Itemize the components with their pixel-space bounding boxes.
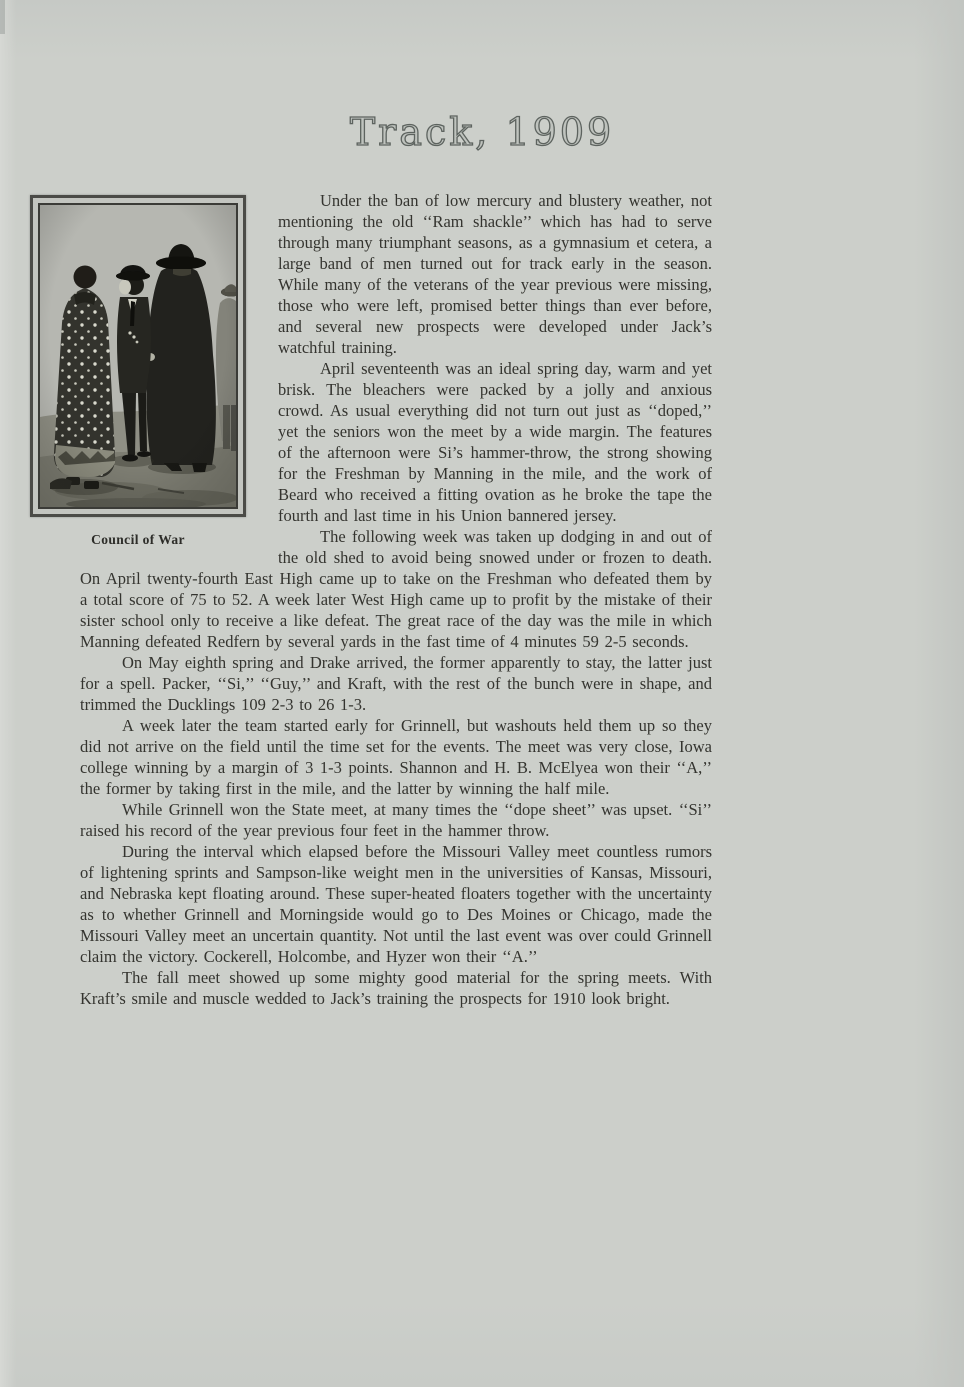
body-paragraph-5: A week later the team started early for Grinnell, but washouts held them up so they did not arrive on the field until the time set for the events. The meet was very close, Iowa college winning by a margin of 3 1-3 points. Shannon and H. B. McElyea won their ‘‘A,’’ the former by taking first in the mile, and the latter by winning the half mile. [80, 716, 712, 798]
photo-figure [30, 195, 246, 548]
body-paragraph-2: April seventeenth was an ideal spring day, warm and yet brisk. The bleachers were packed by a jolly and anxious crowd. As usual everything did not turn out just as ‘‘doped,’’ yet the seniors won the meet by a wide margin. The features of the afternoon were Si’s hammer-throw, the strong showing for the Freshman by Manning in the mile, and the work of Beard who received a fitting ovation as he broke the tape the fourth and last time in his Union bannered jersey. [278, 359, 712, 525]
body-paragraph-6: While Grinnell won the State meet, at many times the ‘‘dope sheet’’ was upset. ‘‘Si’’ raised his record of the year previous four feet in the hammer throw. [80, 800, 712, 840]
photo-inner-border [38, 203, 238, 509]
body-paragraph-4: On May eighth spring and Drake arrived, the former apparently to stay, the latter just for a spell. Packer, ‘‘Si,’’ ‘‘Guy,’’ and Kraft, with the rest of the bunch were in shape, and trimmed the Ducklings 109 2-3 to 26 1-3. [80, 653, 712, 714]
body-paragraph-8: The fall meet showed up some mighty good material for the spring meets. With Kraft’s smile and muscle wedded to Jack’s training the prospects for 1910 look bright. [80, 968, 712, 1008]
text-column [80, 154, 712, 1009]
council-of-war-photo [40, 205, 236, 507]
body-paragraph-7: During the interval which elapsed before the Missouri Valley meet countless rumors of lightening sprints and Sampson-like weight men in the universities of Kansas, Missouri, and Nebraska kept floating around. These super-heated floaters together with the uncertainty as to whether Grinnell and Morningside would go to Des Moines or Chicago, made the Missouri Valley meet an uncertain quantity. Not until the last event was over could Grinnell claim the victory. Cockerell, Holcombe, and Hyzer won their ‘‘A.’’ [80, 842, 712, 966]
photo-frame [30, 195, 246, 517]
body-paragraph-3: The following week was taken up dodging in and out of the old shed to avoid being snowed under or frozen to death. On April twenty-fourth East High came up to take on the Freshman who defeated them by a total score of 75 to 52. A week later West High came up to profit by the mistake of their sister school only to receive a like defeat. The great race of the day was the mile in which Manning defeated Redfern by several yards in the fast time of 4 minutes 59 2-5 seconds. [80, 527, 712, 651]
photo-caption: Council of War [91, 532, 185, 547]
page-title: Track, 1909 [349, 110, 615, 154]
scan-edge-artifact [0, 0, 5, 34]
body-paragraph-1: Under the ban of low mercury and blustery weather, not mentioning the old ‘‘Ram shackle’’ which has had to serve through many triumphant seasons, as a gymnasium et cetera, a large band of men turned out for track early in the season. While many of the veterans of the year previous were missing, those who were left, promised better things than ever before, and several new prospects were developed under Jack’s watchful training. [278, 191, 712, 357]
